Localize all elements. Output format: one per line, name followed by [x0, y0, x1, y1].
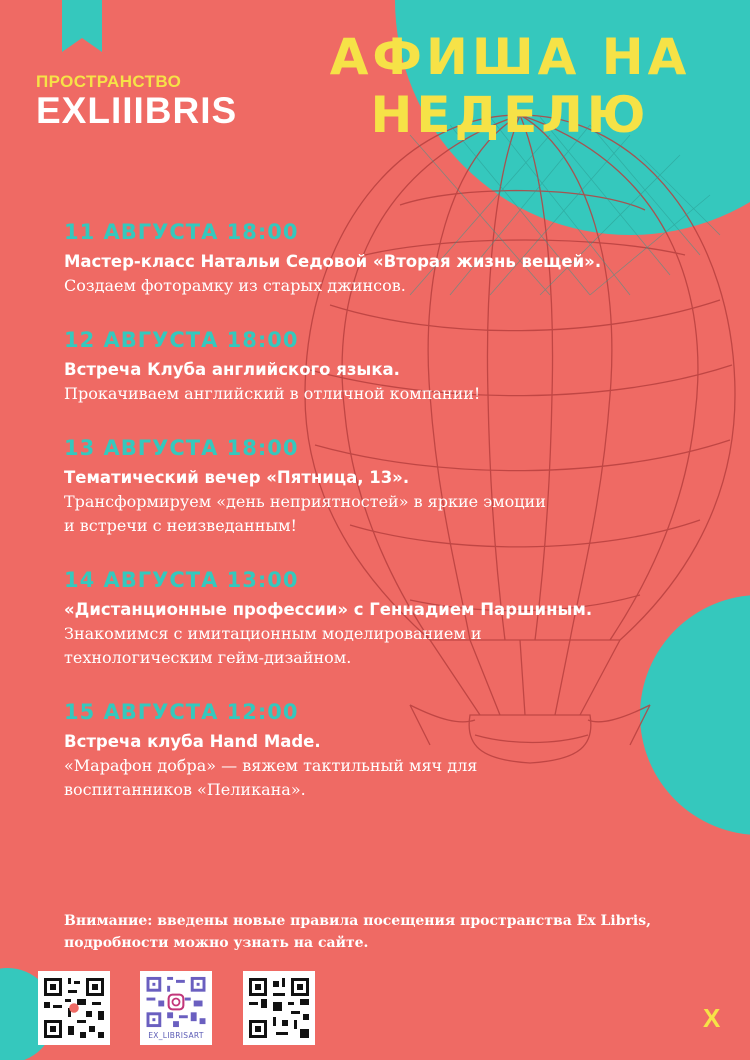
event-description: воспитанников «Пеликана». [64, 780, 306, 799]
qr-code-3[interactable] [243, 971, 315, 1045]
notice-line-2: подробности можно узнать на сайте. [64, 935, 369, 951]
qr-code-icon [143, 974, 209, 1030]
event-list [64, 218, 724, 830]
event-item [64, 218, 724, 298]
qr-code-label: EX_LIBRISART [148, 1031, 204, 1040]
event-description: и встречи с неизведанным! [64, 516, 297, 535]
event-item [64, 434, 724, 538]
event-title: Тематический вечер «Пятница, 13». [64, 468, 410, 487]
event-date: 11 АВГУСТА 18:00 [64, 220, 299, 244]
brand-logo [36, 72, 237, 132]
qr-code-icon [41, 974, 107, 1042]
event-description: технологическим гейм-дизайном. [64, 648, 352, 667]
brand-name: EXLIIIBRIS [36, 90, 238, 131]
event-date: 15 АВГУСТА 12:00 [64, 700, 299, 724]
event-title: «Дистанционные профессии» с Геннадием Паршиным. [64, 600, 593, 619]
event-date: 14 АВГУСТА 13:00 [64, 568, 299, 592]
qr-code-icon [246, 974, 312, 1042]
event-title: Встреча Клуба английского языка. [64, 360, 400, 379]
event-description: Создаем фоторамку из старых джинсов. [64, 276, 406, 295]
notice-text [64, 910, 734, 954]
notice-line-1: Внимание: введены новые правила посещения пространства Ex Libris, [64, 913, 651, 929]
qr-code-2[interactable] [140, 971, 212, 1045]
title-line-2: НЕДЕЛЮ [370, 86, 650, 144]
page-title [300, 28, 720, 144]
event-description: Трансформируем «день неприятностей» в яркие эмоции [64, 492, 546, 511]
qr-code-1[interactable] [38, 971, 110, 1045]
corner-logo-mark: X [703, 1003, 721, 1033]
event-item [64, 566, 724, 670]
event-item [64, 326, 724, 406]
event-description: «Марафон добра» — вяжем тактильный мяч для [64, 756, 478, 775]
event-date: 12 АВГУСТА 18:00 [64, 328, 299, 352]
brand-subtitle: ПРОСТРАНСТВО [36, 72, 182, 91]
bookmark-ribbon-icon [62, 0, 102, 52]
event-title: Мастер-класс Натальи Седовой «Вторая жизнь вещей». [64, 252, 602, 271]
event-description: Знакомимся с имитационным моделированием и [64, 624, 482, 643]
event-item [64, 698, 724, 802]
event-description: Прокачиваем английский в отличной компании! [64, 384, 481, 403]
title-line-1: АФИША НА [329, 28, 691, 86]
event-date: 13 АВГУСТА 18:00 [64, 436, 299, 460]
event-title: Встреча клуба Hand Made. [64, 732, 321, 751]
